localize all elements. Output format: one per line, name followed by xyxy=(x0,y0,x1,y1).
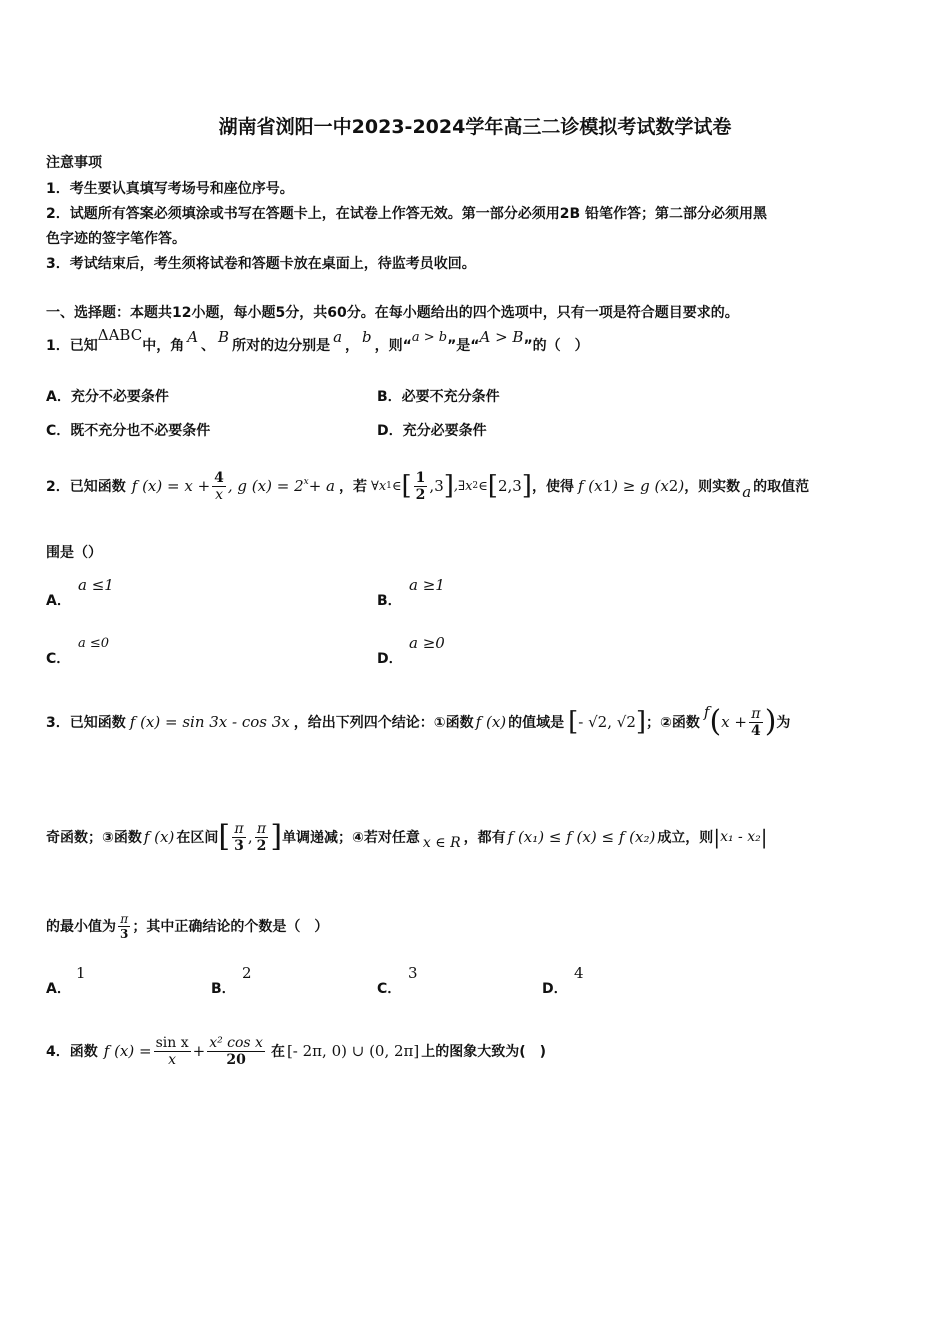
math-A-gt-B: A > B xyxy=(479,328,524,346)
question-3-line-2: 奇函数；③函数 f (x) 在区间 [ $\frac{\pi}{3}$ , $\frac{\pi}{2}$ ] 单调递减；④若对任意 x ∈ R ，都有 f (x₁) ≤ f (x) ≤ f (x₂) 成立，则 | x₁ - x₂ | xyxy=(46,819,768,854)
q3-option-a-label: A． xyxy=(46,981,71,997)
q3-option-b-label: B． xyxy=(211,981,236,997)
q2-option-a-value: a ≤1 xyxy=(78,576,114,594)
q1-option-c: C．既不充分也不必要条件 xyxy=(46,423,211,439)
q3-function: f (x) = sin 3x - cos 3x xyxy=(129,713,290,731)
question-3: 3．已知函数 f (x) = sin 3x - cos 3x ，给出下列四个结论：①函数 f (x) 的值域是 [ - √2, √2 ] ；②函数 f ( x + $\frac{\pi}{4}$ ) 为 xyxy=(46,703,791,739)
fraction-pi-over-2: $\frac{\pi}{2}$ xyxy=(256,820,267,854)
q2-option-c-label: C． xyxy=(46,651,71,667)
math-triangle: ΔABC xyxy=(97,326,143,344)
fraction-sinx-over-x: $\frac{\text{sin x}}{x}$ xyxy=(155,1034,189,1068)
fraction-4-over-x: $\frac{4}{x}$ xyxy=(214,469,224,503)
q2-option-b-value: a ≥1 xyxy=(409,576,445,594)
fraction-pi-over-3: $\frac{\pi}{3}$ xyxy=(234,820,244,854)
fraction-pi-over-3-small: $\frac{\pi}{3}$ xyxy=(120,911,129,941)
q3-option-b-value: 2 xyxy=(242,964,252,982)
q4-domain: [- 2π, 0) ∪ (0, 2π] xyxy=(286,1042,420,1060)
notice-item: 色字迹的签字笔作答。 xyxy=(46,231,186,247)
q2-option-d-value: a ≥0 xyxy=(409,634,445,652)
section-heading: 一、选择题：本题共12小题，每小题5分，共60分。在每小题给出的四个选项中，只有一项是符合题目要求的。 xyxy=(46,305,739,321)
q2-option-b-label: B． xyxy=(377,593,402,609)
q3-option-a-value: 1 xyxy=(76,964,86,982)
notice-heading: 注意事项 xyxy=(46,155,102,171)
q3-abs-diff: x₁ - x₂ xyxy=(720,829,761,845)
question-3-line-3: 的最小值为 $\frac{\pi}{3}$ ；其中正确结论的个数是（ ） xyxy=(46,911,329,941)
q1-option-a: A．充分不必要条件 xyxy=(46,389,169,405)
q1-option-b: B．必要不充分条件 xyxy=(377,389,500,405)
notice-item: 2．试题所有答案必须填涂或书写在答题卡上，在试卷上作答无效。第一部分必须用2B 铅笔作答；第二部分必须用黑 xyxy=(46,206,768,222)
fraction-x2cosx-over-20: $\frac{\text{x² cos x}}{20}$ xyxy=(209,1034,263,1068)
math-a-gt-b: a > b xyxy=(411,329,448,345)
q3-option-d-value: 4 xyxy=(574,964,584,982)
q2-option-d-label: D． xyxy=(377,651,403,667)
question-1: 1．已知 ΔABC 中，角 A 、 B 所对的边分别是 a ， b ，则“ a > b ”是“ A > B ”的（ ） xyxy=(46,326,589,354)
q3-option-c-value: 3 xyxy=(408,964,418,982)
math-angle-a: A xyxy=(187,328,199,346)
question-2: 2．已知函数 f (x) = x + $\frac{4}{x}$ , g (x) = 2 $^x$ + a ，若 ∀x 1 ∈ [ $\frac{1}{2}$ ,3 ] ,∃x 2 ∈ [ 2,3 ] ，使得 f (x 1 ) ≥ g (x 2 ) ，则实数 a 的取值范 xyxy=(46,469,810,503)
q2-option-a-label: A． xyxy=(46,593,71,609)
math-angle-b: B xyxy=(218,328,230,346)
q2-option-c-value: a ≤0 xyxy=(78,636,110,651)
q1-option-d: D．充分必要条件 xyxy=(377,423,487,439)
notice-item: 3．考试结束后，考生须将试卷和答题卡放在桌面上，待监考员收回。 xyxy=(46,256,476,272)
page-title: 湖南省浏阳一中2023-2024学年高三二诊模拟考试数学试卷 xyxy=(218,116,732,138)
q3-option-c-label: C． xyxy=(377,981,402,997)
q3-option-d-label: D． xyxy=(542,981,568,997)
q3-range: - √2, √2 xyxy=(578,713,636,731)
fraction-pi-over-4: $\frac{\pi}{4}$ xyxy=(750,705,761,739)
q2-line-2: 围是（） xyxy=(46,545,102,561)
notice-item: 1．考生要认真填写考场号和座位序号。 xyxy=(46,181,294,197)
question-4: 4．函数 f (x) = $\frac{\text{sin x}}{x}$ + $\frac{\text{x² cos x}}{20}$ 在 [- 2π, 0) ∪ (0, 2π] 上的图象大致为( ) xyxy=(46,1034,547,1068)
math-side-a: a xyxy=(333,328,343,346)
fraction-one-half: $\frac{1}{2}$ xyxy=(415,469,426,503)
math-side-b: b xyxy=(362,328,372,346)
